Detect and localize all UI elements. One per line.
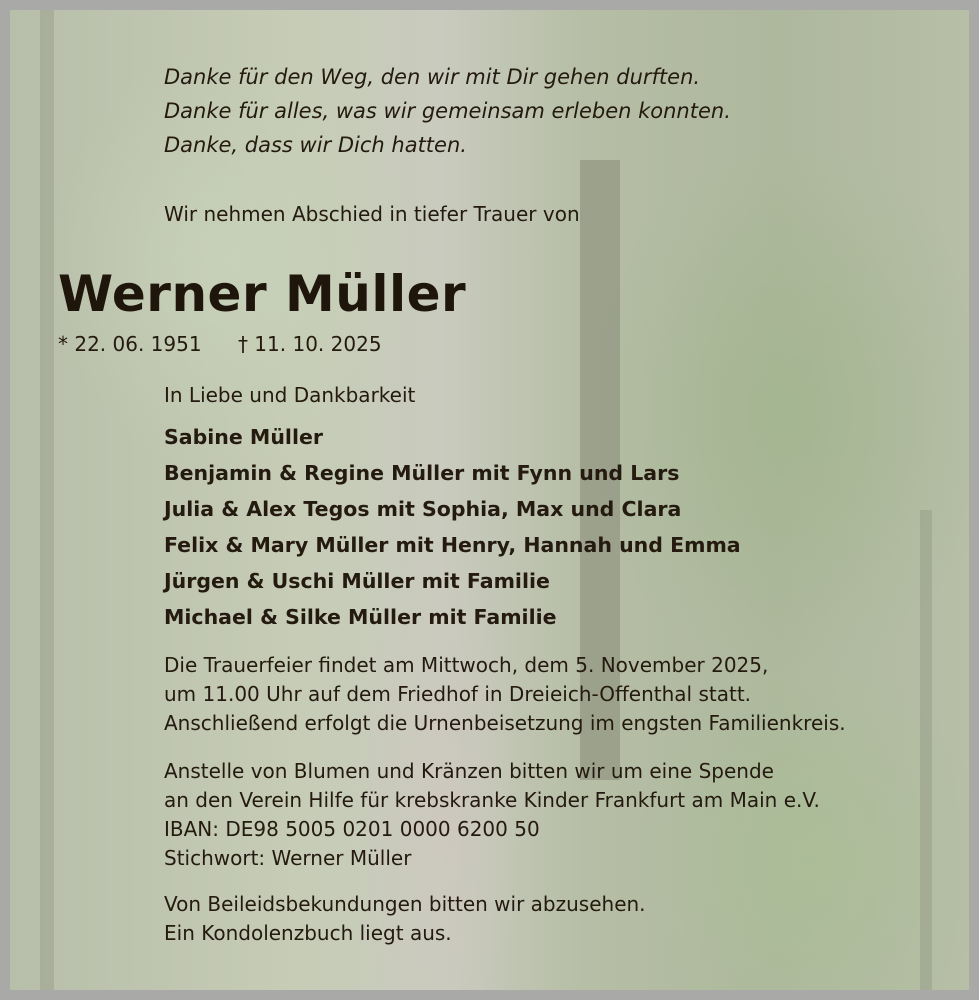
death-date: † 11. 10. 2025 bbox=[237, 332, 382, 356]
life-dates bbox=[58, 332, 412, 356]
mourner: Julia & Alex Tegos mit Sophia, Max und Clara bbox=[164, 497, 682, 521]
ceremony-line: um 11.00 Uhr auf dem Friedhof in Dreieich-Offenthal statt. bbox=[164, 682, 752, 706]
intro-text: Wir nehmen Abschied in tiefer Trauer von bbox=[164, 202, 580, 226]
closing-line: Von Beileidsbekundungen bitten wir abzusehen. bbox=[164, 892, 646, 916]
quote-line: Danke für den Weg, den wir mit Dir gehen durften. bbox=[164, 65, 701, 89]
background-tree-trunk bbox=[40, 10, 54, 990]
mourner: Michael & Silke Müller mit Familie bbox=[164, 605, 557, 629]
deceased-name: Werner Müller bbox=[58, 265, 467, 323]
obituary-notice bbox=[10, 10, 969, 990]
mourner: Felix & Mary Müller mit Henry, Hannah und Emma bbox=[164, 533, 741, 557]
donation-line: an den Verein Hilfe für krebskranke Kinder Frankfurt am Main e.V. bbox=[164, 788, 820, 812]
closing-line: Ein Kondolenzbuch liegt aus. bbox=[164, 921, 452, 945]
quote-line: Danke, dass wir Dich hatten. bbox=[164, 133, 467, 157]
mourner: Sabine Müller bbox=[164, 425, 323, 449]
donation-iban: IBAN: DE98 5005 0201 0000 6200 50 bbox=[164, 817, 540, 841]
birth-date: * 22. 06. 1951 bbox=[58, 332, 202, 356]
ceremony-line: Anschließend erfolgt die Urnenbeisetzung im engsten Familienkreis. bbox=[164, 711, 846, 735]
mourners-intro: In Liebe und Dankbarkeit bbox=[164, 383, 416, 407]
donation-keyword: Stichwort: Werner Müller bbox=[164, 846, 412, 870]
mourner: Jürgen & Uschi Müller mit Familie bbox=[164, 569, 550, 593]
donation-line: Anstelle von Blumen und Kränzen bitten wir um eine Spende bbox=[164, 759, 774, 783]
background-tree-trunk bbox=[920, 510, 932, 990]
ceremony-line: Die Trauerfeier findet am Mittwoch, dem 5. November 2025, bbox=[164, 653, 769, 677]
quote-line: Danke für alles, was wir gemeinsam erleben konnten. bbox=[164, 99, 731, 123]
mourner: Benjamin & Regine Müller mit Fynn und Lars bbox=[164, 461, 680, 485]
